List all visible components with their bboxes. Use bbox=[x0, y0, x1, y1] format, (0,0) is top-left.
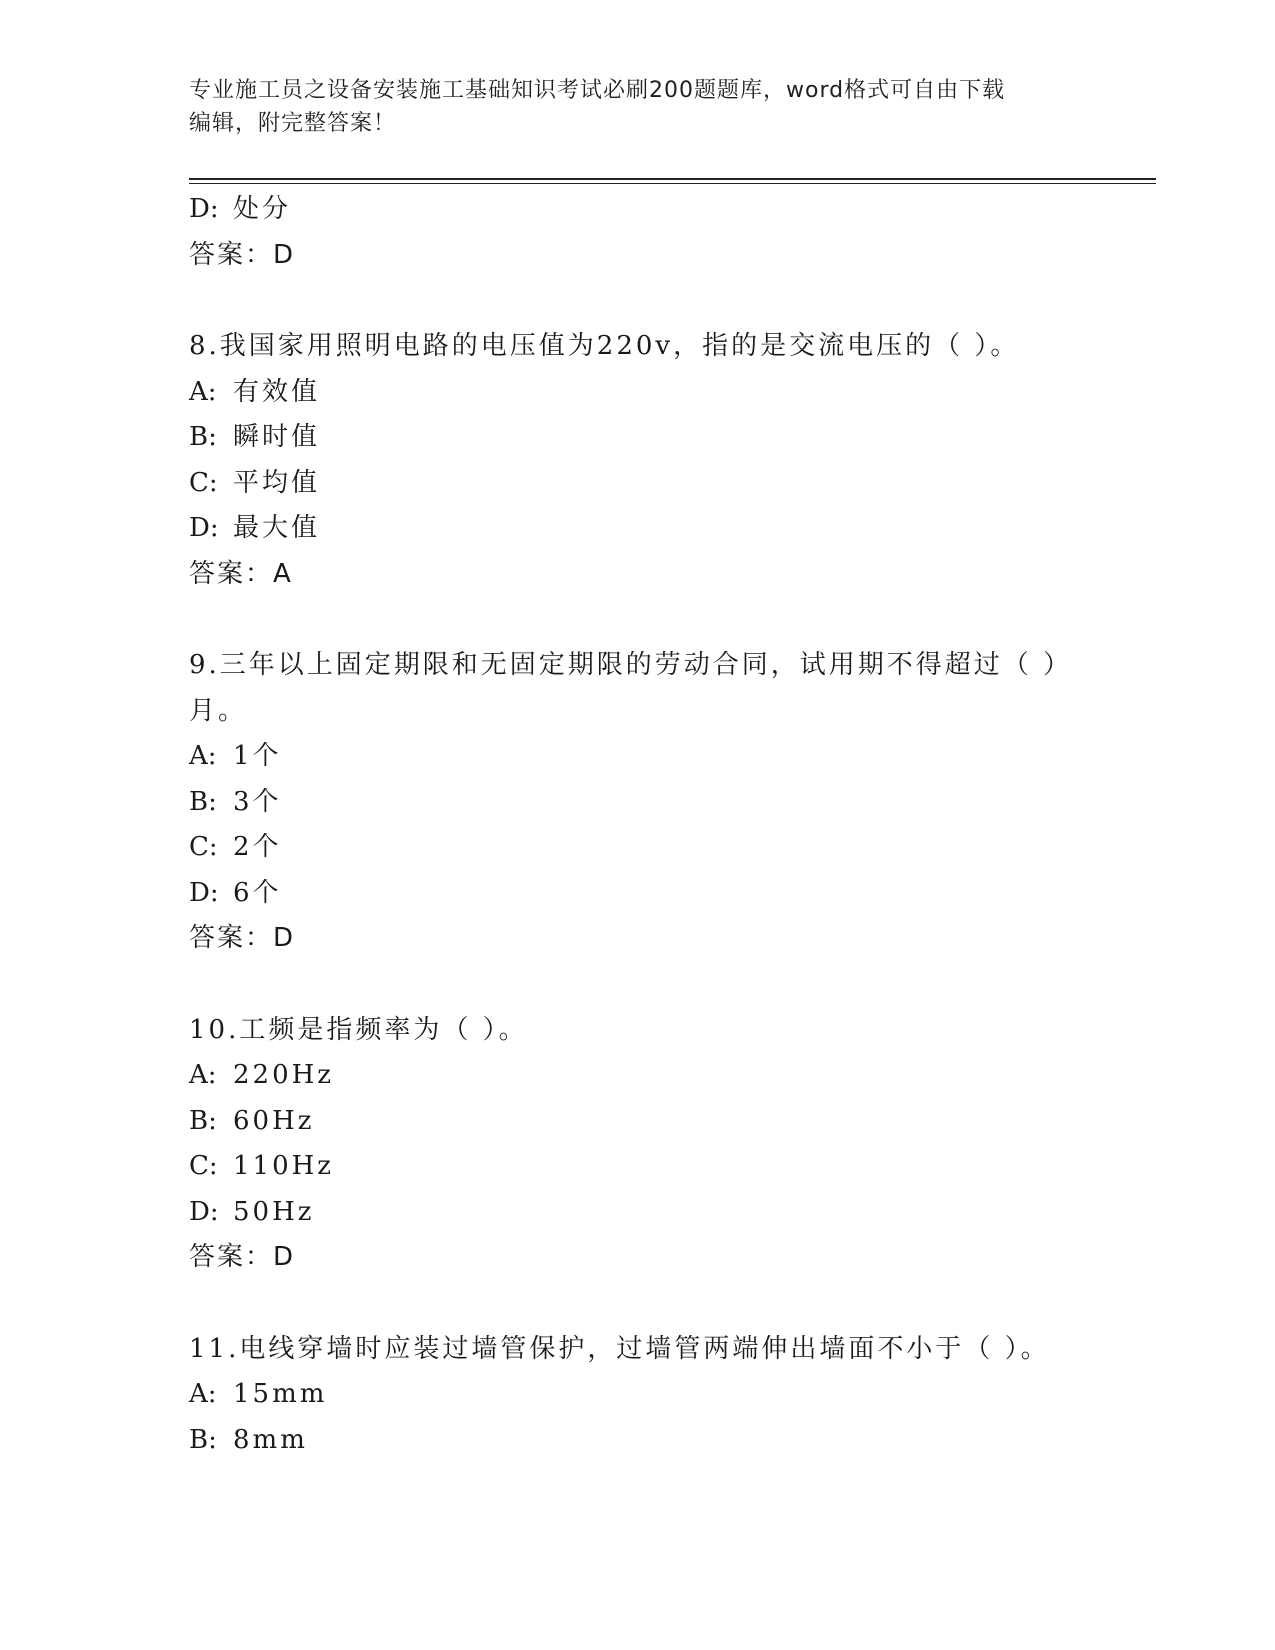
question-list bbox=[189, 187, 1089, 1463]
option-text: 3个 bbox=[233, 786, 282, 817]
option-text: 平均值 bbox=[233, 467, 321, 498]
option-label: C: bbox=[189, 467, 218, 498]
option-label: C: bbox=[189, 1151, 218, 1181]
option-text: 60Hz bbox=[233, 1105, 315, 1136]
question-9-text-line-2: 月。 bbox=[189, 695, 248, 726]
option-label: A: bbox=[189, 741, 217, 771]
option-text: 110Hz bbox=[233, 1151, 334, 1181]
question-10-option-b bbox=[189, 1099, 1089, 1145]
option-text: 有效值 bbox=[233, 376, 321, 407]
option-label: D: bbox=[189, 1196, 219, 1227]
option-text: 8mm bbox=[233, 1424, 308, 1455]
question-10-option-d bbox=[189, 1190, 1089, 1236]
question-9-option-a bbox=[189, 734, 1089, 780]
prev-answer: 答案：D bbox=[189, 239, 296, 270]
option-text: 最大值 bbox=[233, 513, 321, 543]
question-9-option-c bbox=[189, 825, 1089, 871]
question-10-option-a bbox=[189, 1053, 1089, 1099]
document-header bbox=[189, 74, 1089, 140]
question-11-text: 11.电线穿墙时应装过墙管保护，过墙管两端伸出墙面不小于（ ）。 bbox=[189, 1333, 1050, 1364]
prev-option-d bbox=[189, 187, 1089, 233]
option-text: 瞬时值 bbox=[233, 422, 321, 452]
header-divider-thick bbox=[189, 178, 1156, 180]
option-label: D: bbox=[189, 194, 219, 224]
question-8-option-b bbox=[189, 415, 1089, 461]
option-text: 6个 bbox=[233, 877, 282, 908]
question-10-option-c bbox=[189, 1144, 1089, 1190]
question-11-option-a bbox=[189, 1372, 1089, 1418]
option-text: 50Hz bbox=[233, 1196, 315, 1227]
question-8-option-a bbox=[189, 370, 1089, 416]
option-text: 处分 bbox=[233, 194, 292, 224]
option-label: A: bbox=[189, 1060, 217, 1090]
question-10-answer: 答案：D bbox=[189, 1242, 296, 1272]
option-label: B: bbox=[189, 422, 217, 452]
header-title-line-2: 编辑，附完整答案！ bbox=[189, 111, 397, 136]
option-text: 15mm bbox=[233, 1379, 328, 1409]
header-title-line-1: 专业施工员之设备安装施工基础知识考试必刷200题题库，word格式可自由下载 bbox=[189, 78, 1006, 103]
option-label: A: bbox=[189, 1379, 217, 1409]
question-9-text-line-1: 9.三年以上固定期限和无固定期限的劳动合同，试用期不得超过（ ） bbox=[189, 650, 1073, 680]
option-label: D: bbox=[189, 877, 219, 908]
option-label: B: bbox=[189, 1424, 217, 1455]
question-9-option-d bbox=[189, 871, 1089, 917]
option-label: C: bbox=[189, 832, 218, 862]
question-8-answer: 答案：A bbox=[189, 558, 293, 589]
option-text: 2个 bbox=[233, 832, 282, 862]
question-9-option-b bbox=[189, 780, 1089, 826]
option-text: 220Hz bbox=[233, 1060, 334, 1090]
question-8-option-d bbox=[189, 506, 1089, 552]
question-10-text: 10.工频是指频率为（ ）。 bbox=[189, 1014, 528, 1045]
question-9-answer: 答案：D bbox=[189, 923, 296, 953]
option-text: 1个 bbox=[233, 741, 282, 771]
question-11-option-b bbox=[189, 1418, 1089, 1464]
option-label: B: bbox=[189, 1105, 217, 1136]
question-8-option-c bbox=[189, 461, 1089, 507]
option-label: B: bbox=[189, 786, 217, 817]
option-label: D: bbox=[189, 513, 219, 543]
option-label: A: bbox=[189, 376, 217, 407]
header-divider-thin bbox=[189, 183, 1156, 184]
question-8-text: 8.我国家用照明电路的电压值为220v，指的是交流电压的（ ）。 bbox=[189, 331, 1020, 361]
